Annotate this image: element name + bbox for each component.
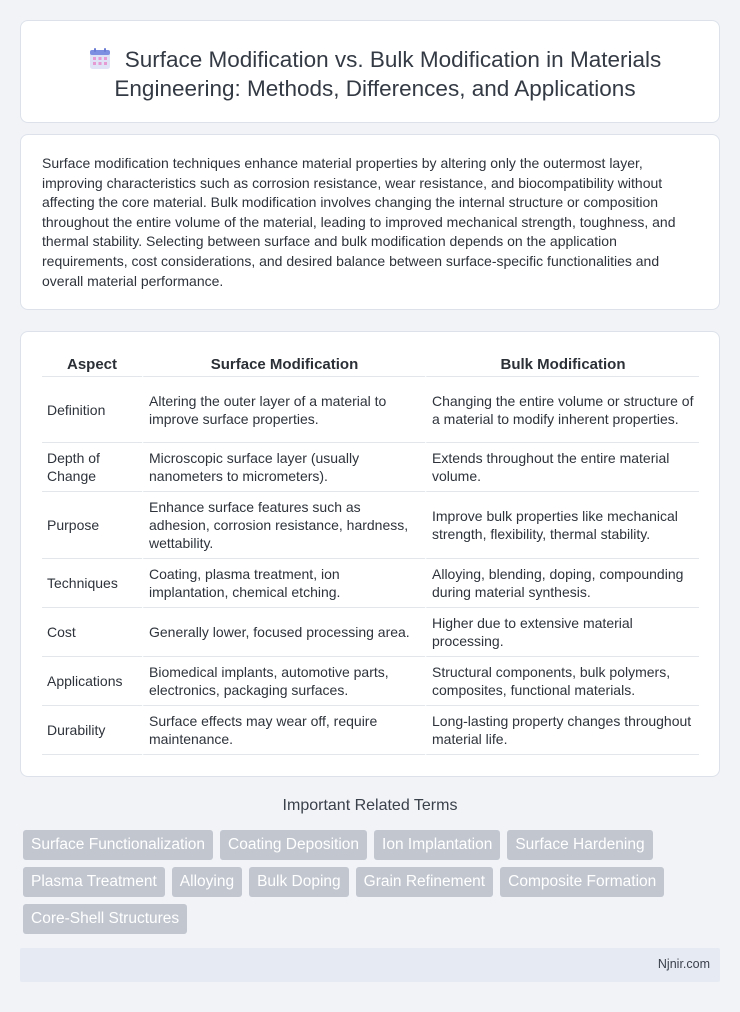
table-cell-surface: Enhance surface features such as adhesion, corrosion resistance, hardness, wettability. xyxy=(142,492,425,559)
table-cell-surface: Altering the outer layer of a material to improve surface properties. xyxy=(142,377,425,443)
table-row xyxy=(42,608,699,657)
table-cell-aspect: Depth of Change xyxy=(42,443,142,492)
related-term-tag[interactable]: Ion Implantation xyxy=(374,830,500,860)
table-cell-aspect: Applications xyxy=(42,657,142,706)
related-term-tag[interactable]: Alloying xyxy=(172,867,242,897)
table-cell-bulk: Higher due to extensive material processing. xyxy=(425,608,699,657)
page-title-text: Surface Modification vs. Bulk Modification in Materials Engineering: Methods, Differences, and Applications xyxy=(114,47,662,101)
table-row xyxy=(42,443,699,492)
comparison-table xyxy=(42,349,699,755)
table-cell-aspect: Durability xyxy=(42,706,142,755)
calendar-grid-icon xyxy=(89,48,111,70)
related-terms-list xyxy=(23,830,703,941)
table-cell-aspect: Purpose xyxy=(42,492,142,559)
related-term-tag[interactable]: Core-Shell Structures xyxy=(23,904,187,934)
table-cell-aspect: Cost xyxy=(42,608,142,657)
table-row xyxy=(42,657,699,706)
footer-bar xyxy=(20,948,720,982)
footer-site-name[interactable]: Njnir.com xyxy=(657,957,710,971)
related-term-tag[interactable]: Surface Hardening xyxy=(507,830,652,860)
column-header-aspect: Aspect xyxy=(42,349,142,377)
table-row xyxy=(42,706,699,755)
title-card xyxy=(20,20,720,123)
table-cell-bulk: Long-lasting property changes throughout material life. xyxy=(425,706,699,755)
related-terms-heading: Important Related Terms xyxy=(282,797,458,814)
table-cell-aspect: Techniques xyxy=(42,559,142,608)
table-cell-bulk: Improve bulk properties like mechanical strength, flexibility, thermal stability. xyxy=(425,492,699,559)
related-term-tag[interactable]: Bulk Doping xyxy=(249,867,349,897)
table-cell-aspect: Definition xyxy=(42,377,142,443)
table-cell-surface: Surface effects may wear off, require maintenance. xyxy=(142,706,425,755)
table-row xyxy=(42,492,699,559)
column-header-bulk: Bulk Modification xyxy=(425,349,699,377)
related-term-tag[interactable]: Plasma Treatment xyxy=(23,867,165,897)
table-header-row xyxy=(42,349,699,377)
table-cell-surface: Microscopic surface layer (usually nanometers to micrometers). xyxy=(142,443,425,492)
table-cell-surface: Coating, plasma treatment, ion implantation, chemical etching. xyxy=(142,559,425,608)
table-card xyxy=(20,331,720,777)
summary-paragraph: Surface modification techniques enhance material properties by altering only the outermost layer, improving characteristics such as corrosion resistance, wear resistance, and biocompatibility without affecting the core material. Bulk modification involves changing the internal structure or composition throughout the entire volume of the material, leading to improved mechanical strength, toughness, and thermal stability. Selecting between surface and bulk modification depends on the application requirements, cost considerations, and desired balance between surface-specific functionalities and overall material performance. xyxy=(42,155,676,289)
column-header-surface: Surface Modification xyxy=(142,349,425,377)
related-term-tag[interactable]: Grain Refinement xyxy=(356,867,493,897)
page-title xyxy=(61,45,689,103)
table-cell-bulk: Alloying, blending, doping, compounding during material synthesis. xyxy=(425,559,699,608)
summary-card xyxy=(20,134,720,310)
table-cell-surface: Generally lower, focused processing area. xyxy=(142,608,425,657)
related-term-tag[interactable]: Coating Deposition xyxy=(220,830,367,860)
table-cell-bulk: Structural components, bulk polymers, composites, functional materials. xyxy=(425,657,699,706)
related-term-tag[interactable]: Composite Formation xyxy=(500,867,664,897)
table-cell-bulk: Changing the entire volume or structure of a material to modify inherent properties. xyxy=(425,377,699,443)
related-term-tag[interactable]: Surface Functionalization xyxy=(23,830,213,860)
table-cell-surface: Biomedical implants, automotive parts, electronics, packaging surfaces. xyxy=(142,657,425,706)
table-row xyxy=(42,377,699,443)
table-row xyxy=(42,559,699,608)
table-cell-bulk: Extends throughout the entire material volume. xyxy=(425,443,699,492)
